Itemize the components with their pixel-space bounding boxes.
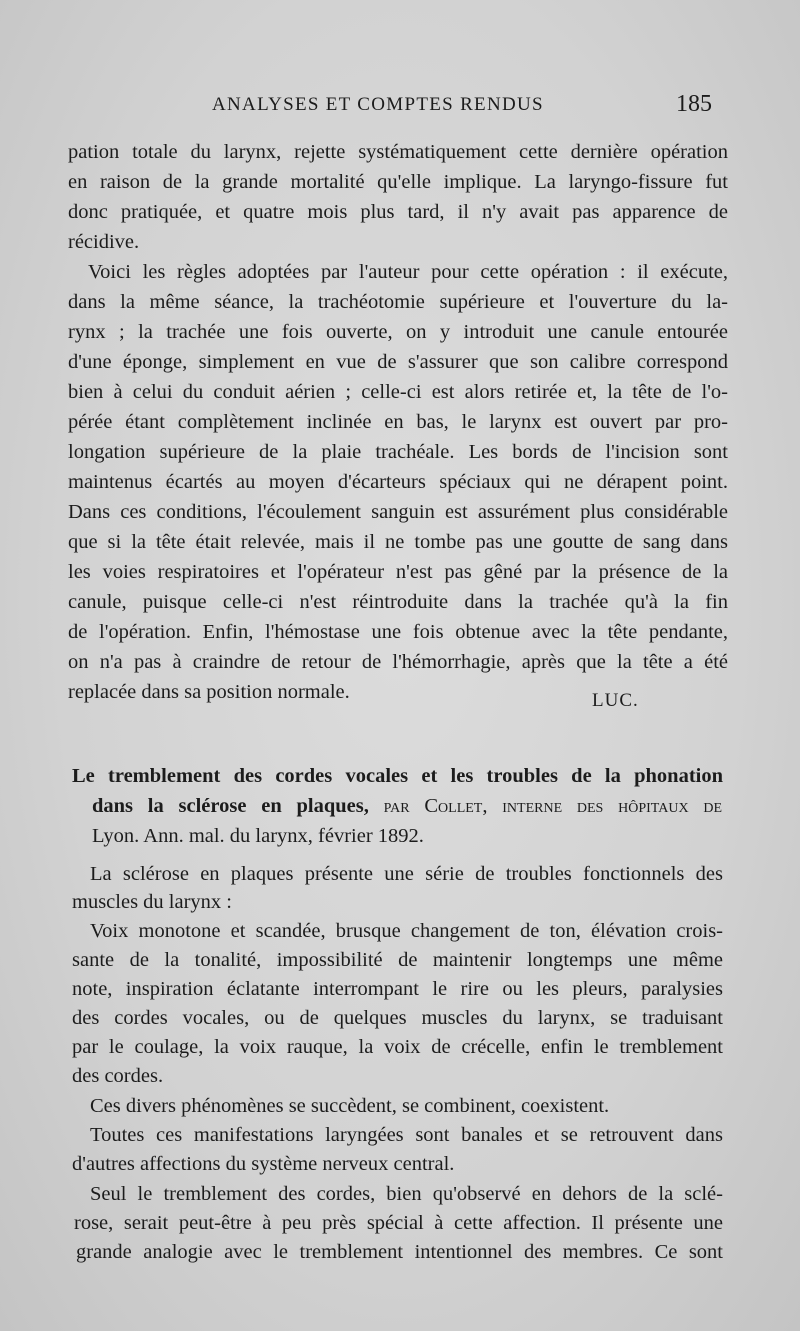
- running-head: [212, 91, 712, 124]
- text-line: les voies respiratoires et l'opérateur n'est pas gêné par la présence de la: [68, 561, 728, 583]
- text-line: rose, serait peut-être à peu près spécial à cette affection. Il présente une: [74, 1212, 723, 1234]
- author-signature: LUC.: [592, 690, 639, 711]
- text-line: donc pratiquée, et quatre mois plus tard, il n'y avait pas apparence de: [68, 201, 728, 223]
- text-line: sante de la tonalité, impossibilité de maintenir longtemps une même: [72, 949, 723, 971]
- text-line: rynx ; la trachée une fois ouverte, on y introduit une canule entourée: [68, 321, 728, 343]
- text-line: replacée dans sa position normale.: [68, 681, 350, 703]
- text-line: Voici les règles adoptées par l'auteur pour cette opération : il exécute,: [88, 261, 728, 283]
- text-line: que si la tête était relevée, mais il ne tombe pas une goutte de sang dans: [68, 531, 728, 553]
- article-heading-line2: [92, 792, 722, 820]
- text-line: des cordes vocales, ou de quelques muscles du larynx, se traduisant: [72, 1007, 723, 1029]
- text-line: bien à celui du conduit aérien ; celle-ci est alors retirée et, la tête de l'o-: [68, 381, 728, 403]
- text-line: des cordes.: [72, 1065, 164, 1087]
- text-line: de l'opération. Enfin, l'hémostase une fois obtenue avec la tête pendante,: [68, 621, 728, 643]
- article-heading: Le tremblement des cordes vocales et les troubles de la phonation: [72, 765, 723, 787]
- text-line: maintenus écartés au moyen d'écarteurs spéciaux qui ne dérapent point.: [68, 471, 728, 493]
- text-line: on n'a pas à craindre de retour de l'hémorrhagie, après que la tête a été: [68, 651, 728, 673]
- text-line: d'autres affections du système nerveux central.: [72, 1153, 455, 1175]
- text-line: Toutes ces manifestations laryngées sont banales et se retrouvent dans: [90, 1124, 723, 1146]
- text-line: La sclérose en plaques présente une série de troubles fonctionnels des: [90, 863, 723, 885]
- article-heading-author: par Collet, interne des hôpitaux de: [368, 795, 722, 817]
- text-line: note, inspiration éclatante interrompant le rire ou les pleurs, paralysies: [72, 978, 723, 1000]
- text-line: Ces divers phénomènes se succèdent, se combinent, coexistent.: [90, 1095, 610, 1117]
- text-line: pérée étant complètement inclinée en bas, le larynx est ouvert par pro-: [68, 411, 728, 433]
- page-number: 185: [676, 91, 712, 117]
- text-line: Voix monotone et scandée, brusque changement de ton, élévation crois-: [90, 920, 723, 942]
- text-line: pation totale du larynx, rejette systématiquement cette dernière opération: [68, 141, 728, 163]
- text-line: muscles du larynx :: [72, 891, 232, 913]
- text-line: Seul le tremblement des cordes, bien qu'observé en dehors de la sclé-: [90, 1183, 723, 1205]
- text-line: grande analogie avec le tremblement intentionnel des membres. Ce sont: [76, 1241, 723, 1263]
- running-head-title: ANALYSES ET COMPTES RENDUS: [212, 94, 544, 115]
- text-line: Dans ces conditions, l'écoulement sanguin est assurément plus considérable: [68, 501, 728, 523]
- text-line: par le coulage, la voix rauque, la voix de crécelle, enfin le tremblement: [72, 1036, 723, 1058]
- text-line: canule, puisque celle-ci n'est réintroduite dans la trachée qu'à la fin: [68, 591, 728, 613]
- article-citation: Lyon. Ann. mal. du larynx, février 1892.: [92, 825, 424, 847]
- text-line: récidive.: [68, 231, 140, 253]
- text-line: en raison de la grande mortalité qu'elle implique. La laryngo-fissure fut: [68, 171, 728, 193]
- text-line: dans la même séance, la trachéotomie supérieure et l'ouverture du la-: [68, 291, 728, 313]
- text-line: d'une éponge, simplement en vue de s'assurer que son calibre correspond: [68, 351, 728, 373]
- text-line: longation supérieure de la plaie trachéale. Les bords de l'incision sont: [68, 441, 728, 463]
- article-heading-bold: dans la sclérose en plaques,: [92, 795, 369, 817]
